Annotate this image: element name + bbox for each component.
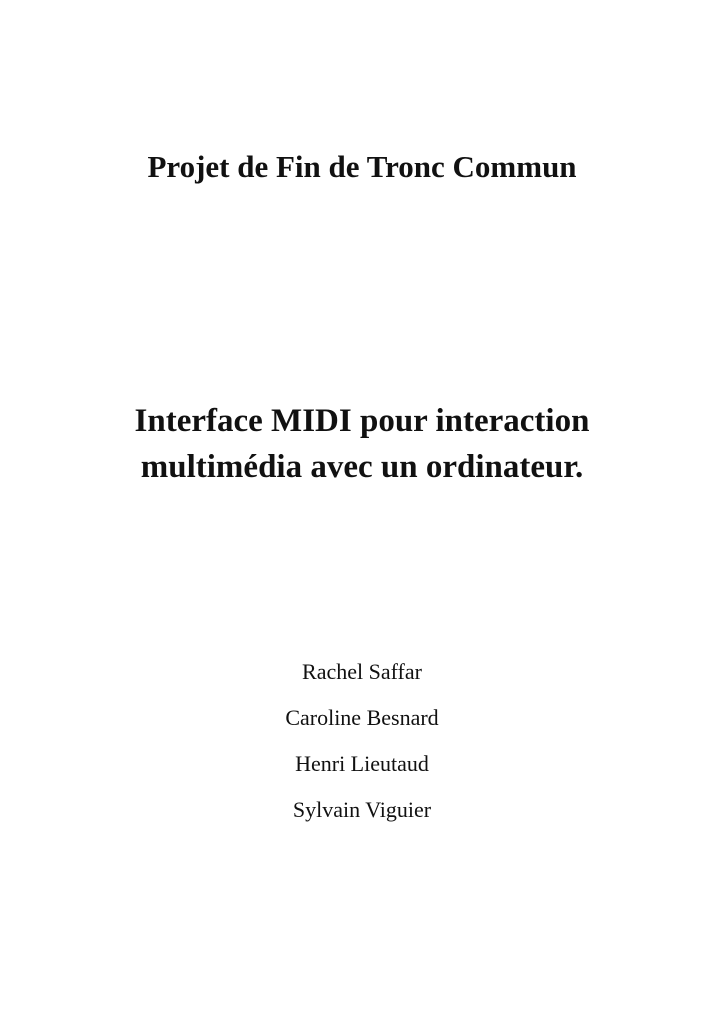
document-subtitle	[0, 398, 724, 490]
author-name: Rachel Saffar	[302, 659, 422, 684]
subtitle-line: multimédia avec un ordinateur.	[140, 449, 584, 485]
author-name: Caroline Besnard	[285, 705, 439, 730]
author-name: Henri Lieutaud	[295, 751, 429, 776]
subtitle-line: Interface MIDI pour interaction	[134, 403, 590, 439]
document-title: Projet de Fin de Tronc Commun	[147, 149, 577, 184]
author-name: Sylvain Viguier	[292, 797, 432, 822]
author-list	[0, 657, 724, 841]
